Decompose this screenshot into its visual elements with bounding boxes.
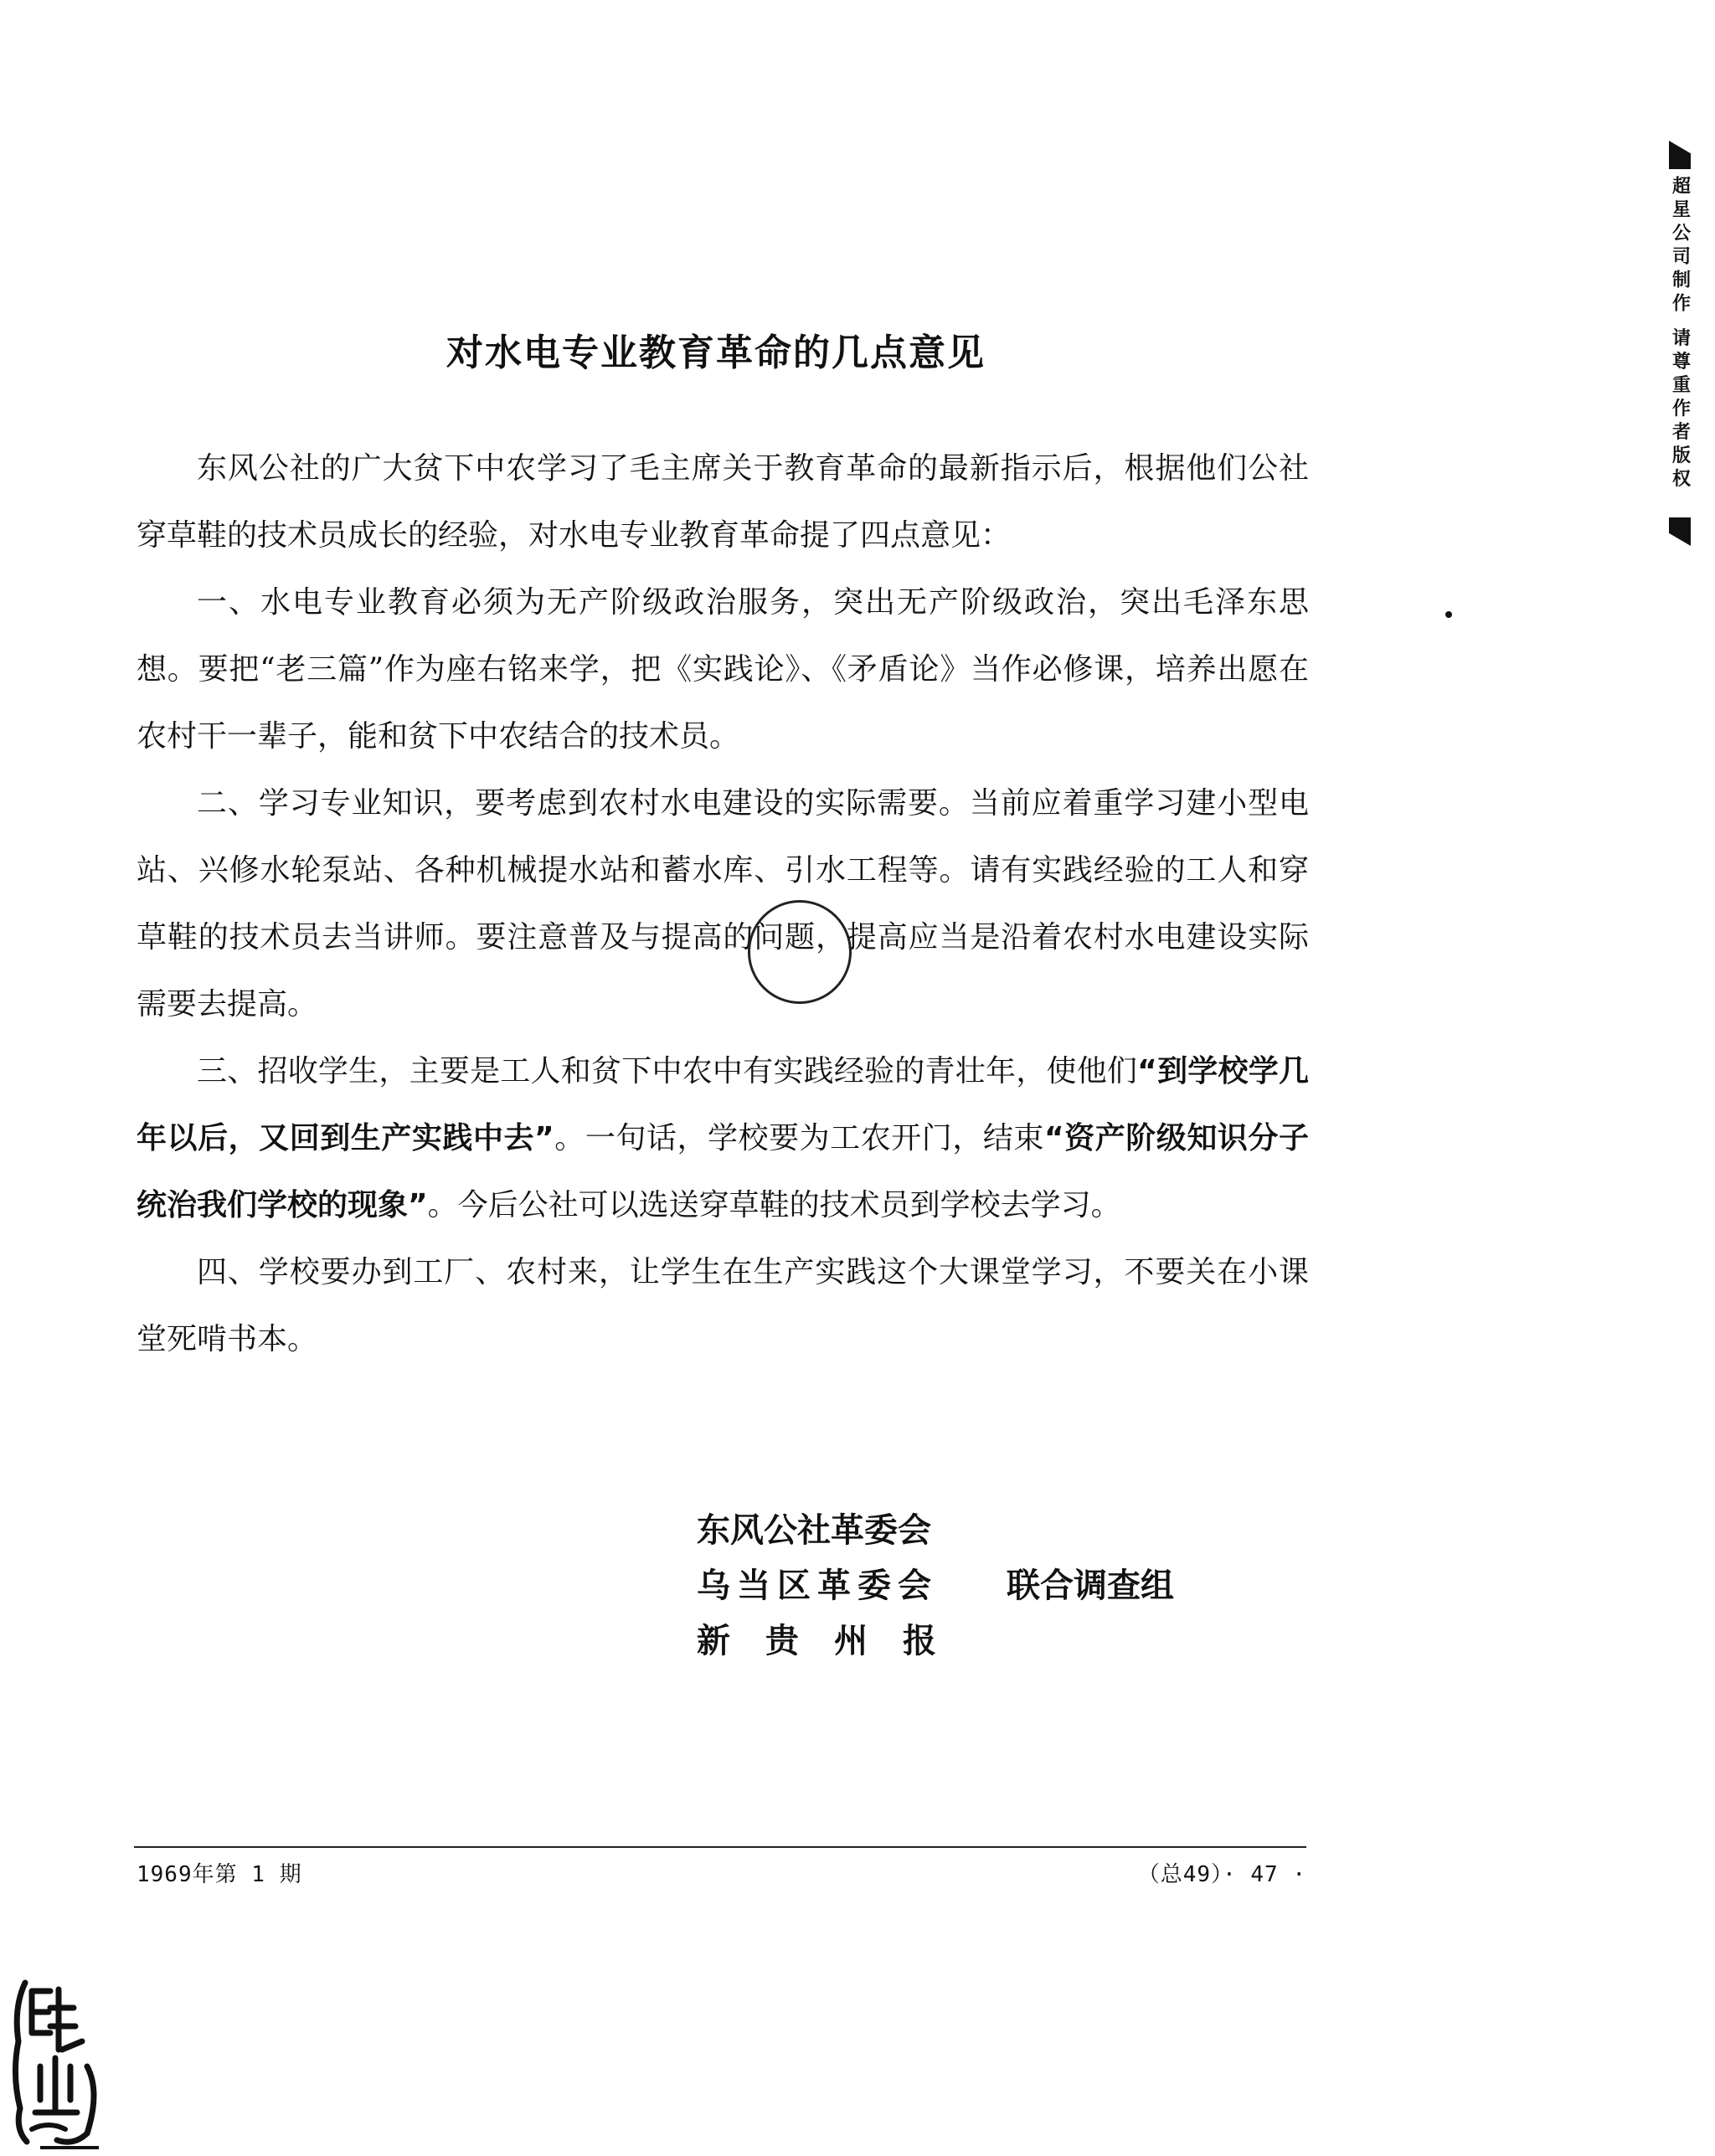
article-title: 对水电专业教育革命的几点意见 <box>446 332 986 374</box>
watermark-top-bar <box>1669 141 1691 169</box>
hand-drawn-circle-mark <box>748 900 852 1004</box>
intro-paragraph: 东风公社的广大贫下中农学习了毛主席关于教育革命的最新指示后，根据他们公社穿草鞋的技术员成长的经验，对水电专业教育革命提了四点意见： <box>136 451 1309 553</box>
point-four-paragraph: 四、学校要办到工厂、农村来，让学生在生产实践这个大课堂学习，不要关在小课堂死啃书本。 <box>136 1255 1309 1356</box>
article-body <box>136 435 1309 1373</box>
signer-wudang-district: 乌当区革委会 <box>697 1567 938 1605</box>
speck-dot <box>1445 611 1452 618</box>
point-three-text-b: 。一句话，学校要为工农开门，结束 <box>554 1121 1044 1155</box>
watermark-bottom-bar <box>1669 517 1691 546</box>
point-three-text-a: 三、招收学生，主要是工人和贫下中农中有实践经验的青壮年，使他们 <box>197 1054 1138 1088</box>
bold-quote-return-to-production: “到学校学几年以后，又回到生产实践中去” <box>136 1054 1309 1155</box>
footer-rule <box>134 1846 1306 1848</box>
seal-stamp-icon <box>7 1974 107 2150</box>
point-three-paragraph <box>136 1038 1309 1239</box>
point-two-paragraph: 二、学习专业知识，要考虑到农村水电建设的实际需要。当前应着重学习建小型电站、兴修水轮泵站、各种机械提水站和蓄水库、引水工程等。请有实践经验的工人和穿草鞋的技术员去当讲师。要注意普及与提高的问题，提高应当是沿着农村水电建设实际需要去提高。 <box>136 786 1309 1021</box>
signer-dongfeng-commune: 东风公社革委会 <box>697 1511 931 1550</box>
page-number: （总49）· 47 · <box>1137 1862 1306 1887</box>
signature-block <box>697 1503 1174 1669</box>
bold-quote-bourgeois-intellectuals: “资产阶级知识分子统治我们学校的现象” <box>136 1121 1309 1222</box>
signer-xin-guizhou-daily: 新贵州报 <box>697 1622 971 1660</box>
point-three-text-c: 。今后公社可以选送穿草鞋的技术员到学校去学习。 <box>427 1188 1121 1222</box>
watermark-text: 超星公司制作 请尊重作者版权 <box>1669 176 1691 492</box>
issue-label: 1969年第 1 期 <box>136 1862 302 1887</box>
side-watermark <box>1665 141 1695 546</box>
joint-investigation-group: 联合调查组 <box>1007 1567 1174 1605</box>
point-one-paragraph: 一、水电专业教育必须为无产阶级政治服务，突出无产阶级政治，突出毛泽东思想。要把“老三篇”作为座右铭来学，把《实践论》、《矛盾论》当作必修课，培养出愿在农村干一辈子，能和贫下中农结合的技术员。 <box>136 585 1309 754</box>
